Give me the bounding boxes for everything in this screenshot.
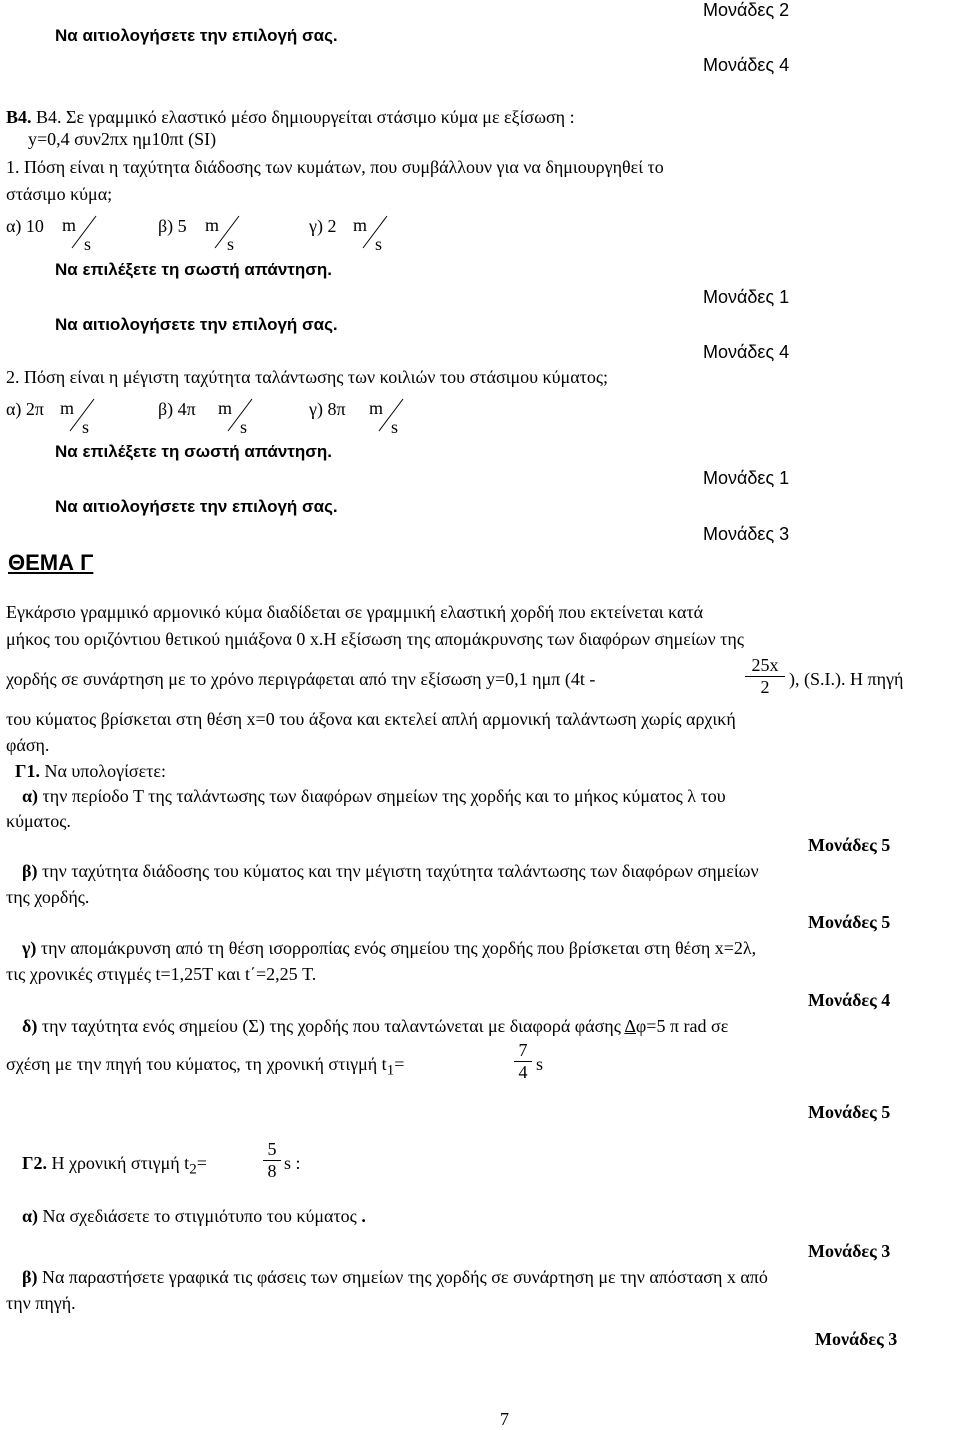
marks-label: Μονάδες 2 <box>703 0 790 20</box>
subscript: 1 <box>386 1062 395 1079</box>
unit-seconds: s : <box>284 1153 301 1173</box>
fraction-denominator: 8 <box>267 1161 277 1181</box>
paragraph-line: Εγκάρσιο γραμμικό αρμονικό κύμα διαδίδεται σε γραμμική ελαστική χορδή που εκτείνεται κατά <box>6 602 704 622</box>
choose-instruction: Να επιλέξετε τη σωστή απάντηση. <box>55 260 333 279</box>
unit-m: m <box>218 398 233 418</box>
question-1-line: στάσιμο κύμα; <box>6 184 113 204</box>
item-text: την περίοδο Τ της ταλάντωσης των διαφόρων σημείων της χορδής και το μήκος κύματος λ του <box>38 786 726 806</box>
item-g2a-line <box>22 1205 366 1227</box>
item-text: την ταχύτητα ενός σημείου (Σ) της χορδής που ταλαντώνεται με διαφορά φάσης <box>37 1016 625 1036</box>
question-b4-intro <box>6 106 575 128</box>
delta-symbol: Δ <box>624 1016 636 1036</box>
wave-equation: y=0,4 συν2πx ημ10πt (SI) <box>28 129 217 149</box>
paragraph-line: του κύματος βρίσκεται στη θέση x=0 του άξονα και εκτελεί απλή αρμονική ταλάντωση χωρίς αρχική <box>6 709 736 729</box>
option-a: α) 10 <box>6 216 44 236</box>
item-label: β) <box>22 861 38 881</box>
option-c: γ) 2 <box>309 216 337 236</box>
unit-m: m <box>62 215 77 235</box>
fraction-7-over-4 <box>514 1040 532 1083</box>
fraction-numerator: 7 <box>514 1040 532 1062</box>
question-text: Β4. Σε γραμμικό ελαστικό μέσο δημιουργείται στάσιμο κύμα με εξίσωση : <box>36 107 575 127</box>
item-label: β) <box>22 1267 38 1287</box>
item-g2b-line <box>22 1266 768 1288</box>
unit-seconds: s <box>536 1054 544 1074</box>
item-b-line: της χορδής. <box>6 887 90 907</box>
paragraph-line: μήκος του οριζόντιου θετικού ημιάξονα 0 x.Η εξίσωση της απομάκρυνσης των διαφόρων σημείων της <box>6 629 744 649</box>
item-label: α) <box>22 1206 39 1226</box>
item-c-line <box>22 937 756 959</box>
item-period: . <box>361 1206 366 1226</box>
subquestion-g1 <box>15 760 166 782</box>
paragraph-line: χορδής σε συνάρτηση με το χρόνο περιγράφεται από την εξίσωση y=0,1 ημπ (4t - <box>6 669 596 689</box>
unit-m: m <box>353 215 368 235</box>
equals-sign: = <box>196 1153 207 1173</box>
unit-s: s <box>82 417 90 437</box>
fraction-denominator: 2 <box>760 677 770 697</box>
page-number: 7 <box>500 1409 509 1429</box>
option-b: β) 5 <box>158 216 187 236</box>
marks-label: Μονάδες 5 <box>808 1102 891 1122</box>
subquestion-label: Γ2. <box>22 1153 47 1173</box>
fraction-numerator: 5 <box>263 1139 281 1161</box>
fraction-denominator: 4 <box>518 1062 528 1082</box>
unit-s: s <box>240 417 248 437</box>
marks-label: Μονάδες 3 <box>703 524 790 544</box>
option-c: γ) 8π <box>309 399 346 419</box>
section-title: ΘΕΜΑ Γ <box>8 550 94 575</box>
subscript: 2 <box>189 1161 197 1178</box>
fraction-numerator: 25x <box>745 655 785 677</box>
paragraph-line: φάση. <box>6 735 50 755</box>
marks-label: Μονάδες 5 <box>808 835 891 855</box>
subquestion-text: Να υπολογίσετε: <box>39 761 166 781</box>
fraction-25x-over-2 <box>745 655 785 698</box>
option-a: α) 2π <box>6 399 45 419</box>
item-label: γ) <box>22 938 37 958</box>
marks-label: Μονάδες 1 <box>703 468 790 488</box>
marks-label: Μονάδες 4 <box>703 342 790 362</box>
item-label: α) <box>22 786 39 806</box>
marks-label: Μονάδες 4 <box>703 55 790 75</box>
option-b: β) 4π <box>158 399 196 419</box>
subquestion-label: Γ1. <box>15 761 40 781</box>
marks-label: Μονάδες 3 <box>815 1329 898 1349</box>
unit-s: s <box>227 234 235 254</box>
item-text: την απομάκρυνση από τη θέση ισορροπίας ενός σημείου της χορδής που βρίσκεται στη θέση x=2λ, <box>36 938 757 958</box>
choose-instruction: Να επιλέξετε τη σωστή απάντηση. <box>55 442 333 461</box>
item-d-line <box>22 1015 728 1037</box>
unit-s: s <box>375 234 383 254</box>
unit-m: m <box>60 398 75 418</box>
item-a-line: κύματος. <box>6 811 71 831</box>
marks-label: Μονάδες 4 <box>808 990 891 1010</box>
question-number: Β4. <box>6 107 32 127</box>
marks-label: Μονάδες 1 <box>703 287 790 307</box>
item-text: φ=5 π rad σε <box>635 1016 729 1036</box>
equals-sign: = <box>394 1054 405 1074</box>
unit-s: s <box>391 417 399 437</box>
item-b-line <box>22 860 759 882</box>
item-label: δ) <box>22 1016 38 1036</box>
item-d-line <box>6 1053 404 1082</box>
justify-instruction: Να αιτιολογήσετε την επιλογή σας. <box>55 497 338 516</box>
justify-instruction: Να αιτιολογήσετε την επιλογή σας. <box>55 315 338 334</box>
unit-s: s <box>84 234 92 254</box>
item-g2b-line: την πηγή. <box>6 1293 76 1313</box>
marks-label: Μονάδες 3 <box>808 1241 891 1261</box>
item-text: σχέση με την πηγή του κύματος, τη χρονική στιγμή t <box>6 1054 387 1074</box>
item-c-line: τις χρονικές στιγμές t=1,25T και t΄=2,25 T. <box>6 964 317 984</box>
marks-label: Μονάδες 5 <box>808 912 891 932</box>
item-text: την ταχύτητα διάδοσης του κύματος και την μέγιστη ταχύτητα ταλάντωσης των διαφόρων σημείων <box>37 861 759 881</box>
item-text: Να σχεδιάσετε το στιγμιότυπο του κύματος <box>38 1206 362 1226</box>
question-1-line: 1. Πόση είναι η ταχύτητα διάδοσης των κυμάτων, που συμβάλλουν για να δημιουργηθεί το <box>6 157 664 177</box>
subquestion-g2 <box>22 1152 207 1181</box>
justify-instruction: Να αιτιολογήσετε την επιλογή σας. <box>55 26 338 45</box>
subquestion-text: Η χρονική στιγμή t <box>46 1153 190 1173</box>
unit-m: m <box>369 398 384 418</box>
unit-m: m <box>205 215 220 235</box>
item-text: Να παραστήσετε γραφικά τις φάσεις των σημείων της χορδής σε συνάρτηση με την απόσταση x από <box>37 1267 768 1287</box>
item-a-line <box>22 785 726 807</box>
question-2-line: 2. Πόση είναι η μέγιστη ταχύτητα ταλάντωσης των κοιλιών του στάσιμου κύματος; <box>6 367 608 387</box>
paragraph-line: ), (S.I.). Η πηγή <box>789 669 904 689</box>
fraction-5-over-8 <box>263 1139 281 1182</box>
